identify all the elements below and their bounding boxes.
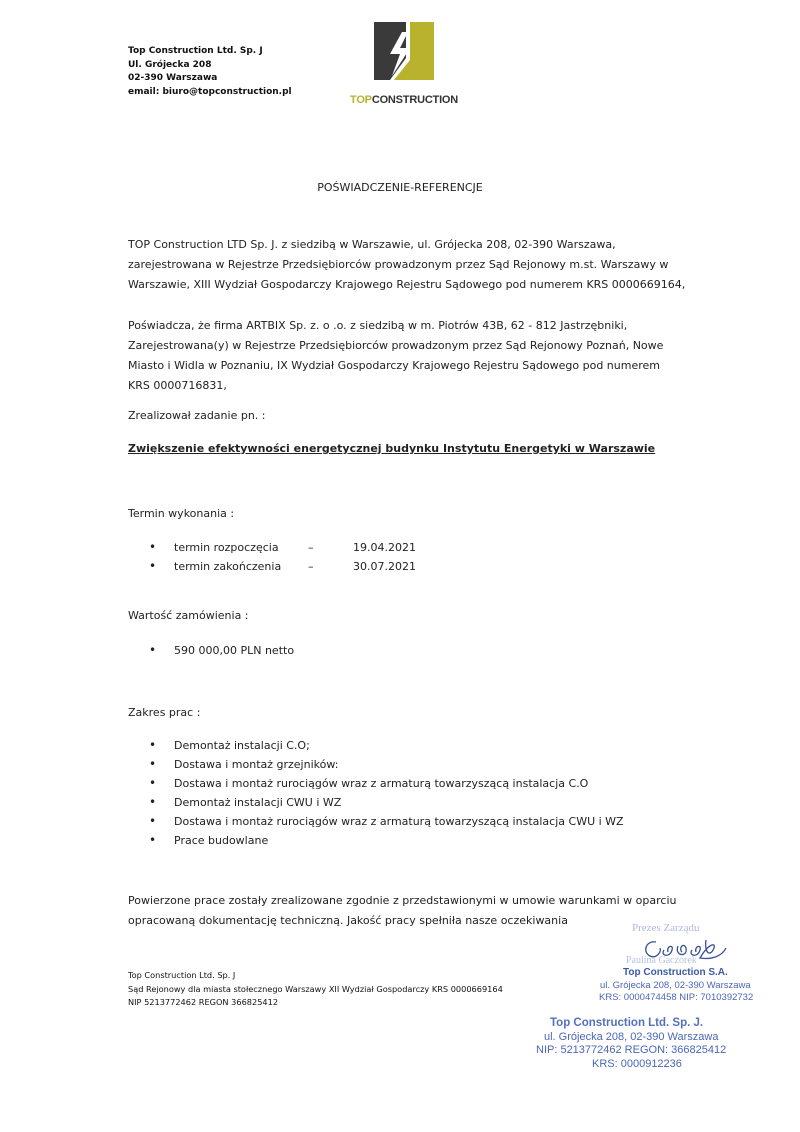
list-item [128, 557, 416, 576]
term-name: termin rozpoczęcia [174, 541, 279, 554]
task-label: Zrealizował zadanie pn. : [128, 409, 266, 422]
list-item: • Prace budowlane [128, 831, 624, 850]
attest-line: Poświadcza, że firma ARTBIX Sp. z. o .o. z siedzibą w m. Piotrów 43B, 62 - 812 Jastrzębniki, [128, 319, 628, 332]
term-list [128, 538, 416, 576]
document-title: POŚWIADCZENIE-REFERENCJE [317, 181, 483, 194]
closing-line: Powierzone prace zostały zrealizowane zgodnie z przedstawionymi w umowie warunkami w oparciu [128, 894, 677, 907]
value-list [128, 641, 294, 660]
stamp-company-krs: KRS: 0000912236 [592, 1058, 682, 1070]
term-date: 19.04.2021 [353, 541, 416, 554]
value-label: Wartość zamówienia : [128, 609, 249, 622]
intro-line: Warszawie, XIII Wydział Gospodarczy Krajowego Rejestru Sądowego pod numerem KRS 0000669164, [128, 278, 686, 291]
stamp-company-ids: NIP: 5213772462 REGON: 366825412 [536, 1044, 727, 1056]
footer-ids: NIP 5213772462 REGON 366825412 [128, 997, 279, 1007]
logo-wordmark [350, 94, 458, 106]
list-item [128, 538, 416, 557]
logo-word-top: TOP [350, 94, 372, 106]
sender-city: 02-390 Warszawa [128, 73, 218, 84]
term-dash: – [308, 541, 314, 554]
term-label: Termin wykonania : [128, 507, 235, 520]
logo-word-construction: CONSTRUCTION [371, 94, 459, 106]
list-item: • Demontaż instalacji C.O; [128, 736, 624, 755]
intro-line: TOP Construction LTD Sp. J. z siedzibą w Warszawie, ul. Grójecka 208, 02-390 Warszawa, [128, 238, 616, 251]
stamp-president-address: ul. Grójecka 208, 02-390 Warszawa [600, 980, 751, 991]
term-date: 30.07.2021 [353, 560, 416, 573]
attest-line: Zarejestrowana(y) w Rejestrze Przedsiębiorców prowadzonym przez Sąd Rejonowy Poznań, Nowe [128, 339, 664, 352]
stamp-president-name: Paulina Gaczorek [626, 955, 697, 966]
list-item: • Dostawa i montaż rurociągów wraz z armaturą towarzyszącą instalacja CWU i WZ [128, 812, 624, 831]
list-item: • Demontaż instalacji CWU i WZ [128, 793, 624, 812]
footer-company: Top Construction Ltd. Sp. J [128, 970, 236, 980]
stamp-company-name: Top Construction Ltd. Sp. J. [550, 1017, 704, 1029]
term-name: termin zakończenia [174, 560, 282, 573]
sender-email: email: biuro@topconstruction.pl [128, 87, 292, 98]
attest-line: Miasto i Widla w Poznaniu, IX Wydział Gospodarczy Krajowego Rejestru Sądowego pod numerem [128, 359, 660, 372]
stamp-president-company: Top Construction S.A. [623, 967, 728, 978]
attest-line: KRS 0000716831, [128, 379, 227, 392]
list-item: • Dostawa i montaż rurociągów wraz z armaturą towarzyszącą instalacja C.O [128, 774, 624, 793]
list-item: • 590 000,00 PLN netto [128, 641, 294, 660]
sender-street: Ul. Grójecka 208 [128, 59, 212, 70]
scope-list [128, 736, 624, 850]
task-name: Zwiększenie efektywności energetycznej budynku Instytutu Energetyki w Warszawie [128, 442, 656, 455]
footer-court: Sąd Rejonowy dla miasta stołecznego Warszawy XII Wydział Gospodarczy KRS 0000669164 [128, 983, 503, 994]
intro-line: zarejestrowana w Rejestrze Przedsiębiorców prowadzonym przez Sąd Rejonowy m.st. Warszawy w [128, 258, 669, 271]
stamp-president-ids: KRS: 0000474458 NIP: 7010392732 [599, 992, 754, 1003]
attest-paragraph [128, 316, 728, 396]
list-item: • Dostawa i montaż grzejników: [128, 755, 624, 774]
stamp-president-title: Prezes Zarządu [632, 922, 700, 934]
stamp-company-address: ul. Grójecka 208, 02-390 Warszawa [544, 1031, 719, 1043]
term-dash: – [308, 560, 314, 573]
scope-label: Zakres prac : [128, 706, 201, 719]
intro-paragraph [128, 235, 728, 295]
closing-line: opracowaną dokumentację techniczną. Jakość pracy spełniła nasze oczekiwania [128, 914, 568, 927]
stamp-signature-area [536, 922, 790, 1072]
footer [128, 969, 503, 1010]
sender-address [128, 45, 292, 100]
sender-company: Top Construction Ltd. Sp. J [128, 46, 263, 56]
